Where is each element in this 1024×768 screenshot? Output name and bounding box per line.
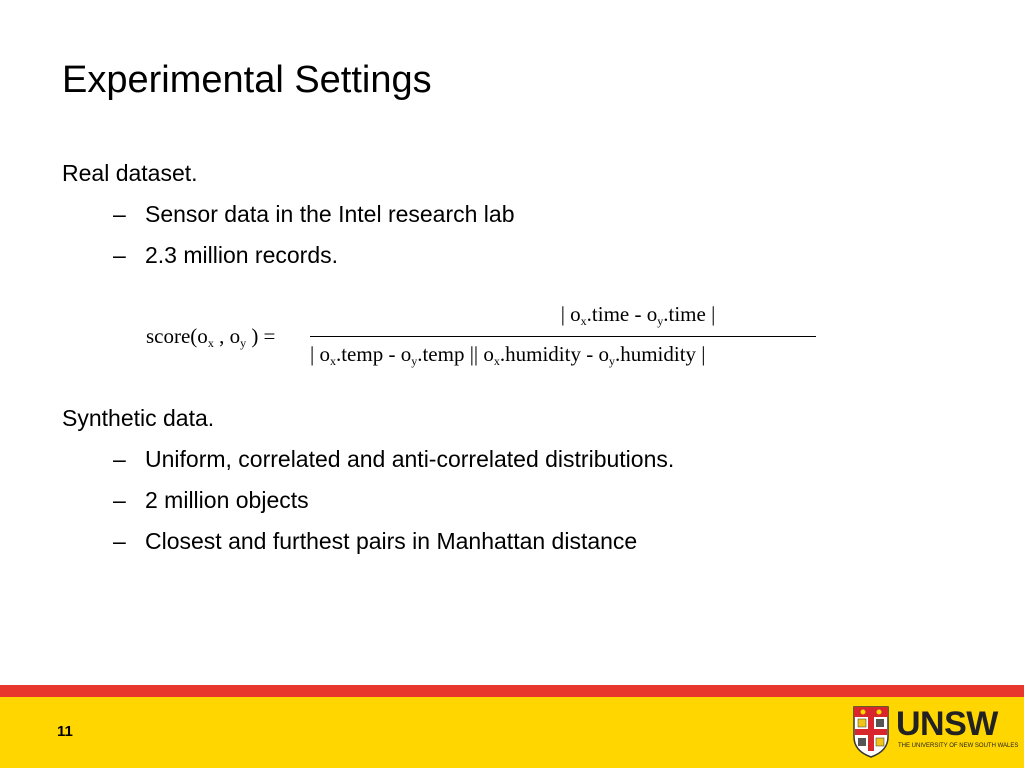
bullet-text: Uniform, correlated and anti-correlated distributions.: [145, 446, 675, 472]
bullet-text: Sensor data in the Intel research lab: [145, 201, 515, 227]
footer-red-stripe: [0, 685, 1024, 697]
slide-title: Experimental Settings: [62, 59, 432, 101]
bullet-text: 2.3 million records.: [145, 242, 339, 268]
logo-wordmark: UNSW: [896, 705, 998, 743]
formula-numerator: | $o_x.time$ - $o_y.time$ |: [560, 302, 716, 328]
bullet-marker: –: [113, 201, 126, 227]
page-number: 11: [57, 723, 73, 740]
synthetic-data-heading: Synthetic data.: [62, 405, 215, 431]
real-dataset-heading: Real dataset.: [62, 160, 198, 186]
logo-subtitle: THE UNIVERSITY OF NEW SOUTH WALES: [898, 743, 1019, 749]
bullet-marker: –: [113, 446, 126, 472]
score-formula: [146, 300, 826, 380]
crest-icon: [852, 705, 890, 759]
bullet-marker: –: [113, 242, 126, 268]
fraction-bar: [310, 336, 816, 337]
bullet-text: Closest and furthest pairs in Manhattan distance: [145, 528, 638, 554]
bullet-marker: –: [113, 528, 126, 554]
bullet-text: 2 million objects: [145, 487, 309, 513]
formula-lhs: $score(o_x$ , $o_y$ ) =: [146, 324, 276, 350]
formula-denominator: | $o_x.temp$ - $o_y.temp$ || $o_x.humidity$ - $o_y.humidity$ |: [310, 342, 706, 368]
bullet-marker: –: [113, 487, 126, 513]
unsw-logo: [852, 705, 1019, 759]
